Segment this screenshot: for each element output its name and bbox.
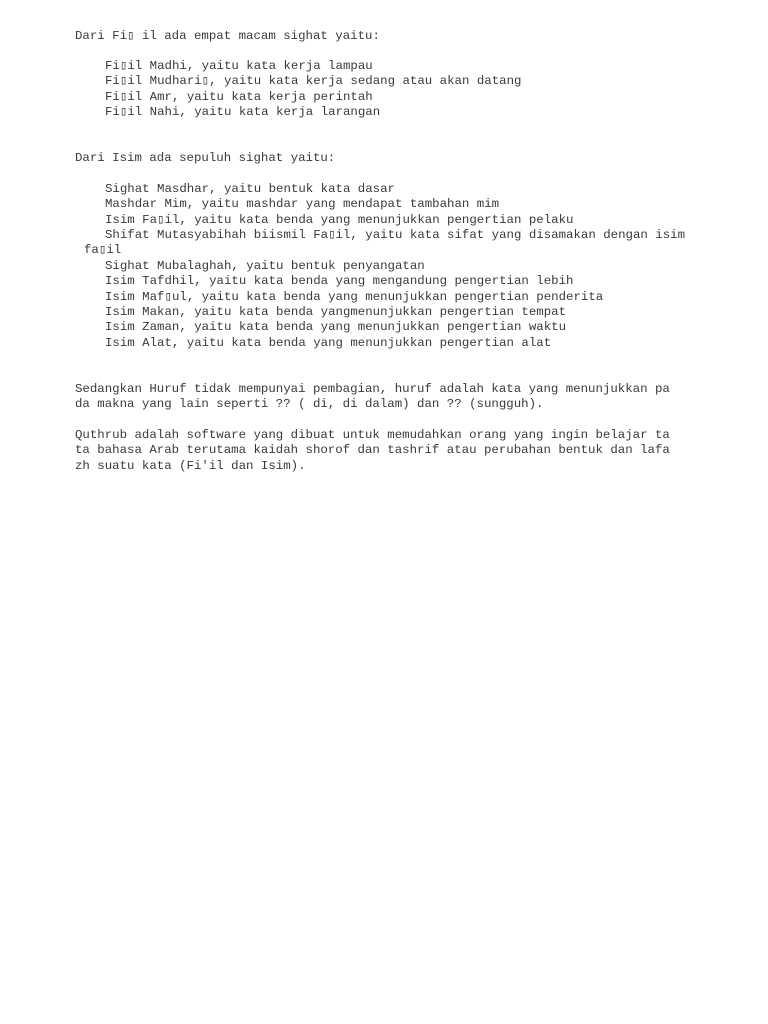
isim-item-tafdhil: Isim Tafdhil, yaitu kata benda yang mengandung pengertian lebih: [105, 274, 574, 288]
quthrub-paragraph-line-2: ta bahasa Arab terutama kaidah shorof dan tashrif atau perubahan bentuk dan lafa: [75, 443, 670, 457]
quthrub-paragraph-line-1: Quthrub adalah software yang dibuat untuk memudahkan orang yang ingin belajar ta: [75, 428, 670, 442]
isim-item-shifat-continuation: fa▯il: [84, 243, 122, 257]
isim-item-masdhar: Sighat Masdhar, yaitu bentuk kata dasar: [105, 182, 395, 196]
isim-item-makan: Isim Makan, yaitu kata benda yangmenunjukkan pengertian tempat: [105, 305, 567, 319]
huruf-paragraph-line-2: da makna yang lain seperti ?? ( di, di dalam) dan ?? (sungguh).: [75, 397, 544, 411]
quthrub-paragraph-line-3: zh suatu kata (Fi'il dan Isim).: [75, 459, 306, 473]
fiil-item-mudhari: Fi▯il Mudhari▯, yaitu kata kerja sedang atau akan datang: [105, 74, 522, 88]
isim-item-shifat-mutasyabihah: Shifat Mutasyabihah biismil Fa▯il, yaitu kata sifat yang disamakan dengan isim: [105, 228, 686, 242]
isim-item-mubalaghah: Sighat Mubalaghah, yaitu bentuk penyangatan: [105, 259, 425, 273]
isim-item-maful: Isim Maf▯ul, yaitu kata benda yang menunjukkan pengertian penderita: [105, 290, 604, 304]
fiil-item-madhi: Fi▯il Madhi, yaitu kata kerja lampau: [105, 59, 373, 73]
fiil-item-amr: Fi▯il Amr, yaitu kata kerja perintah: [105, 90, 373, 104]
huruf-paragraph-line-1: Sedangkan Huruf tidak mempunyai pembagian, huruf adalah kata yang menunjukkan pa: [75, 382, 670, 396]
isim-item-zaman: Isim Zaman, yaitu kata benda yang menunjukkan pengertian waktu: [105, 320, 567, 334]
isim-item-isim-fail: Isim Fa▯il, yaitu kata benda yang menunjukkan pengertian pelaku: [105, 213, 574, 227]
isim-heading: Dari Isim ada sepuluh sighat yaitu:: [75, 151, 336, 165]
isim-item-alat: Isim Alat, yaitu kata benda yang menunjukkan pengertian alat: [105, 336, 552, 350]
fiil-heading: Dari Fi▯ il ada empat macam sighat yaitu:: [75, 29, 380, 43]
fiil-item-nahi: Fi▯il Nahi, yaitu kata kerja larangan: [105, 105, 381, 119]
isim-item-mashdar-mim: Mashdar Mim, yaitu mashdar yang mendapat tambahan mim: [105, 197, 500, 211]
